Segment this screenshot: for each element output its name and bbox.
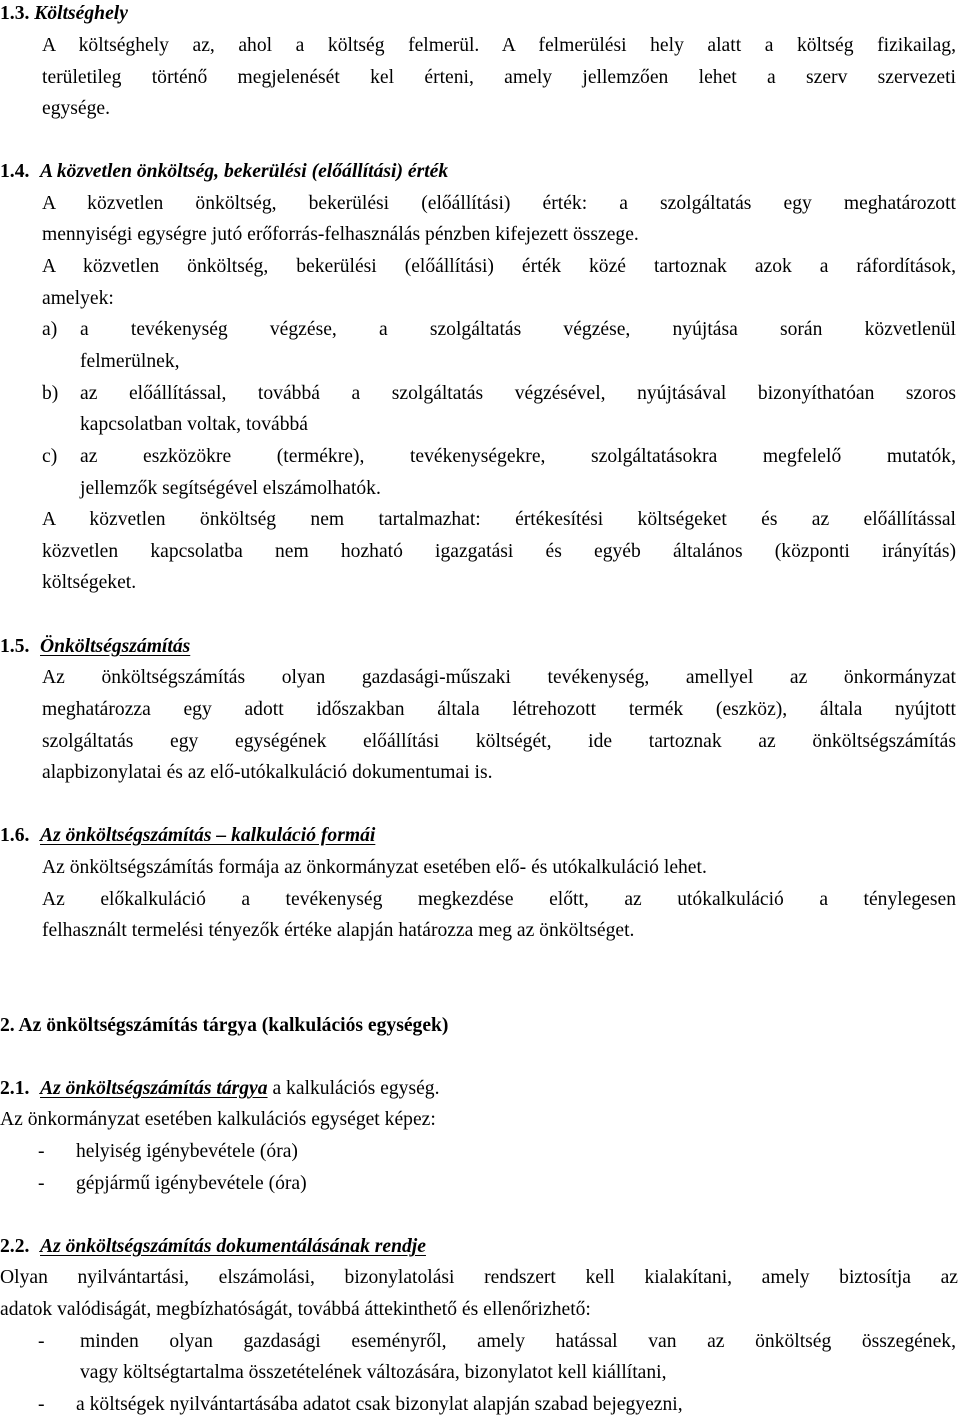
section-number: 1.4.: [0, 161, 30, 182]
chapter-2-heading: 2. Az önköltségszámítás tárgya (kalkulációs egységek): [0, 1015, 449, 1036]
section-title: Az önköltségszámítás tárgya: [40, 1078, 268, 1099]
list-item: [38, 1168, 960, 1200]
section-2-1-heading: [0, 1073, 960, 1105]
list-item-continuation: kapcsolatban voltak, továbbá: [80, 414, 308, 435]
list-item: [42, 378, 956, 410]
section-title: Önköltségszámítás: [40, 636, 191, 657]
paragraph-line: Az előkalkuláció a tevékenység megkezdése előtt, az utókalkuláció a ténylegesen: [42, 889, 956, 910]
paragraph-line: egysége.: [42, 98, 111, 119]
paragraph-line: A közvetlen önköltség nem tartalmazhat: értékesítési költségeket és az előállítással: [42, 509, 956, 530]
list-dash: -: [38, 1141, 45, 1162]
list-item-text: a költségek nyilvántartásába adatot csak bizonylat alapján szabad bejegyezni,: [76, 1394, 683, 1415]
paragraph-line: közvetlen kapcsolatba nem hozható igazgatási és egyéb általános (központi irányítás): [42, 541, 956, 562]
section-title: Az önköltségszámítás – kalkuláció formái: [40, 825, 376, 846]
list-item: [38, 1136, 960, 1168]
list-dash: -: [38, 1331, 45, 1352]
section-title-rest: a kalkulációs egység.: [267, 1078, 440, 1099]
section-number: 1.5.: [0, 636, 30, 657]
paragraph-line: mennyiségi egységre jutó erőforrás-felhasználás pénzben kifejezett összege.: [42, 224, 639, 245]
paragraph-line: Az önköltségszámítás olyan gazdasági-műszaki tevékenység, amellyel az önkormányzat: [42, 667, 956, 688]
paragraph-line: Az önköltségszámítás formája az önkormányzat esetében elő- és utókalkuláció lehet.: [42, 857, 707, 878]
list-item: [42, 441, 956, 473]
list-label: c): [42, 446, 58, 467]
list-item: [38, 1326, 956, 1358]
section-number: 2.1.: [0, 1078, 30, 1099]
list-label: a): [42, 319, 58, 340]
paragraph-line: A közvetlen önköltség, bekerülési (előállítási) érték: a szolgáltatás egy meghatározott: [42, 193, 956, 214]
paragraph-line: területileg történő megjelenését kel érteni, amely jellemzően lehet a szerv szervezeti: [42, 67, 956, 88]
list-item-text: gépjármű igénybevétele (óra): [76, 1173, 307, 1194]
list-dash: -: [38, 1394, 45, 1415]
paragraph-line: amelyek:: [42, 288, 114, 309]
paragraph-line: adatok valódiságát, megbízhatóságát, továbbá áttekinthető és ellenőrizhető:: [0, 1299, 591, 1320]
section-title: Az önköltségszámítás dokumentálásának rendje: [40, 1236, 426, 1257]
section-number: 1.6.: [0, 825, 30, 846]
list-item-text: helyiség igénybevétele (óra): [76, 1141, 298, 1162]
paragraph-line: felhasznált termelési tényezők értéke alapján határozza meg az önköltséget.: [42, 920, 635, 941]
list-item-continuation: jellemzők segítségével elszámolhatók.: [80, 478, 381, 499]
paragraph-line: szolgáltatás egy egységének előállítási költségét, ide tartoznak az önköltségszámítás: [42, 731, 956, 752]
paragraph-line: Olyan nyilvántartási, elszámolási, bizonylatolási rendszert kell kialakítani, amely biztosítja az: [0, 1267, 958, 1288]
paragraph-line: Az önkormányzat esetében kalkulációs egységet képez:: [0, 1109, 436, 1130]
list-item: [42, 314, 956, 346]
section-number: 1.3.: [0, 3, 30, 24]
list-item-continuation: vagy költségtartalma összetételének változására, bizonylatot kell kiállítani,: [80, 1362, 667, 1383]
list-item-text: az előállítással, továbbá a szolgáltatás végzésével, nyújtásával bizonyíthatóan szoros: [80, 383, 956, 404]
paragraph-line: költségeket.: [42, 572, 137, 593]
list-item-text: minden olyan gazdasági eseményről, amely hatással van az önköltség összegének,: [80, 1331, 956, 1352]
paragraph-line: A közvetlen önköltség, bekerülési (előállítási) érték közé tartoznak azok a ráfordítások,: [42, 256, 956, 277]
paragraph-line: alapbizonylatai és az elő-utókalkuláció dokumentumai is.: [42, 762, 493, 783]
section-1-5-heading: [0, 631, 960, 663]
section-1-6-heading: [0, 820, 960, 852]
list-item-continuation: felmerülnek,: [80, 351, 180, 372]
paragraph-line: meghatározza egy adott időszakban általa létrehozott termék (eszköz), általa nyújtott: [42, 699, 956, 720]
section-2-2-heading: [0, 1231, 960, 1263]
list-label: b): [42, 383, 59, 404]
paragraph-line: A költséghely az, ahol a költség felmerül. A felmerülési hely alatt a költség fizikailag,: [42, 35, 956, 56]
section-1-4-heading: [0, 156, 960, 188]
section-title: Költséghely: [34, 3, 128, 24]
list-item-text: a tevékenység végzése, a szolgáltatás végzése, nyújtása során közvetlenül: [80, 319, 956, 340]
list-item: [38, 1389, 960, 1421]
section-number: 2.2.: [0, 1236, 30, 1257]
section-title: A közvetlen önköltség, bekerülési (előállítási) érték: [40, 161, 449, 182]
section-1-3-heading: [0, 0, 960, 30]
list-item-text: az eszközökre (termékre), tevékenységekre, szolgáltatásokra megfelelő mutatók,: [80, 446, 956, 467]
list-dash: -: [38, 1173, 45, 1194]
